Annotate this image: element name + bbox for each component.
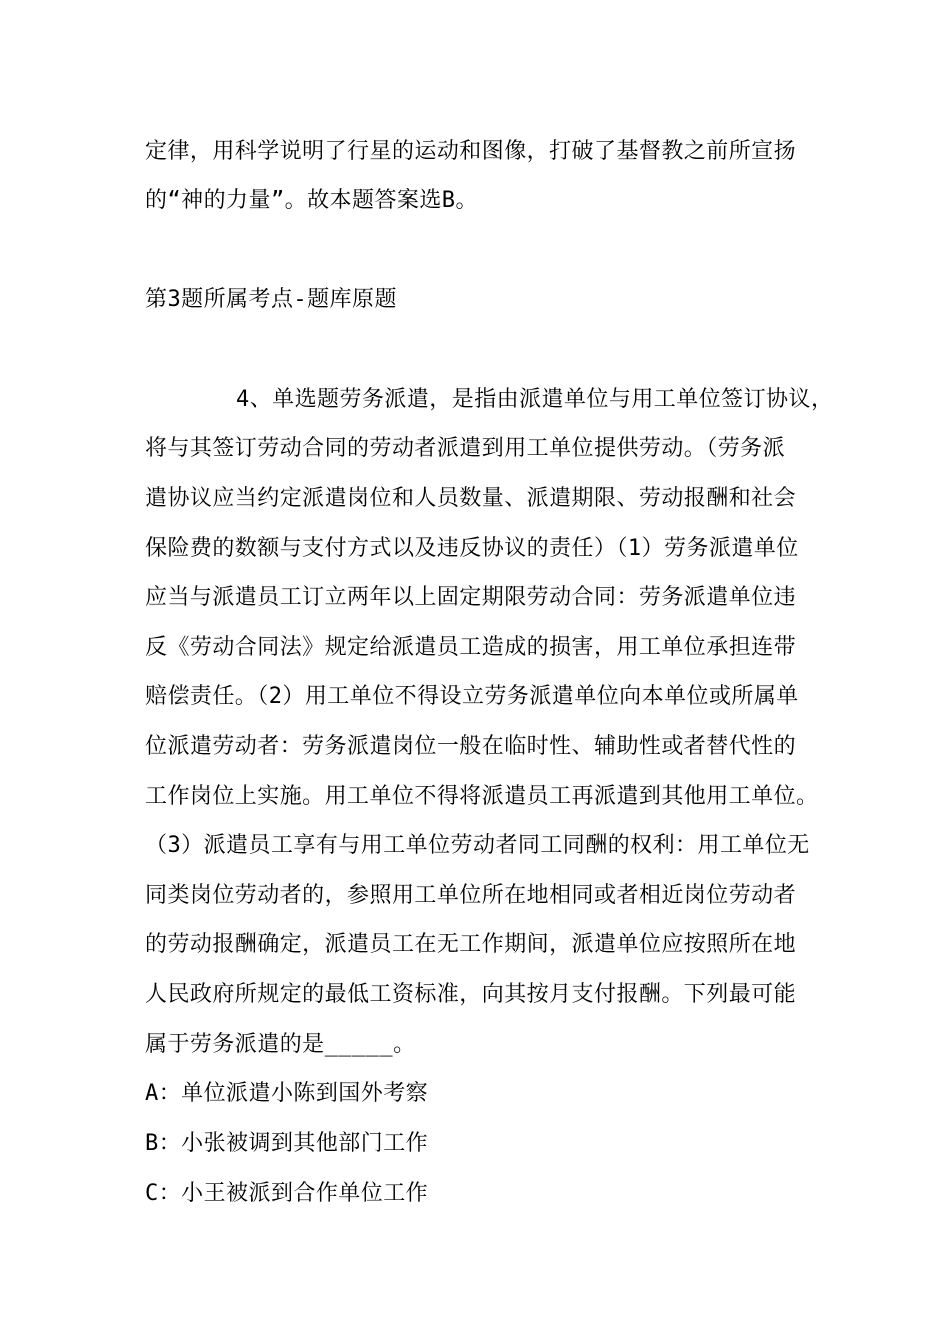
question-line-6: 反《劳动合同法》规定给派遣员工造成的损害，用工单位承担连带 (145, 635, 797, 660)
question-line-11: 同类岗位劳动者的，参照用工单位所在地相同或者相近岗位劳动者 (145, 883, 797, 908)
question-line-12: 的劳动报酬确定，派遣员工在无工作期间，派遣单位应按照所在地 (145, 932, 797, 957)
section-note: 第3题所属考点-题库原题 (145, 287, 397, 312)
question-line-10: （3）派遣员工享有与用工单位劳动者同工同酬的权利：用工单位无 (145, 833, 810, 858)
question-line-1: 4、单选题劳务派遣，是指由派遣单位与用工单位签订协议， (236, 387, 834, 412)
question-line-8: 位派遣劳动者：劳务派遣岗位一般在临时性、辅助性或者替代性的 (145, 734, 797, 759)
question-line-3: 遣协议应当约定派遣岗位和人员数量、派遣期限、劳动报酬和社会 (145, 486, 797, 511)
question-line-5: 应当与派遣员工订立两年以上固定期限劳动合同：劳务派遣单位违 (145, 585, 797, 610)
prev-answer-line-1: 定律，用科学说明了行星的运动和图像，打破了基督教之前所宣扬 (145, 139, 797, 164)
question-line-7: 赔偿责任。（2）用工单位不得设立劳务派遣单位向本单位或所属单 (145, 684, 799, 709)
question-line-13: 人民政府所规定的最低工资标准，向其按月支付报酬。下列最可能 (145, 982, 797, 1007)
question-line-4: 保险费的数额与支付方式以及违反协议的责任）（1）劳务派遣单位 (145, 536, 799, 561)
question-line-2: 将与其签订劳动合同的劳动者派遣到用工单位提供劳动。（劳务派 (145, 436, 786, 461)
question-line-14: 属于劳务派遣的是_____。 (145, 1032, 416, 1057)
question-line-9: 工作岗位上实施。用工单位不得将派遣员工再派遣到其他用工单位。 (145, 784, 819, 809)
option-c: C：小王被派到合作单位工作 (145, 1181, 429, 1206)
prev-answer-line-2: 的“神的力量”。故本题答案选B。 (145, 188, 478, 213)
option-b: B：小张被调到其他部门工作 (145, 1131, 429, 1156)
option-a: A：单位派遣小陈到国外考察 (145, 1081, 429, 1106)
